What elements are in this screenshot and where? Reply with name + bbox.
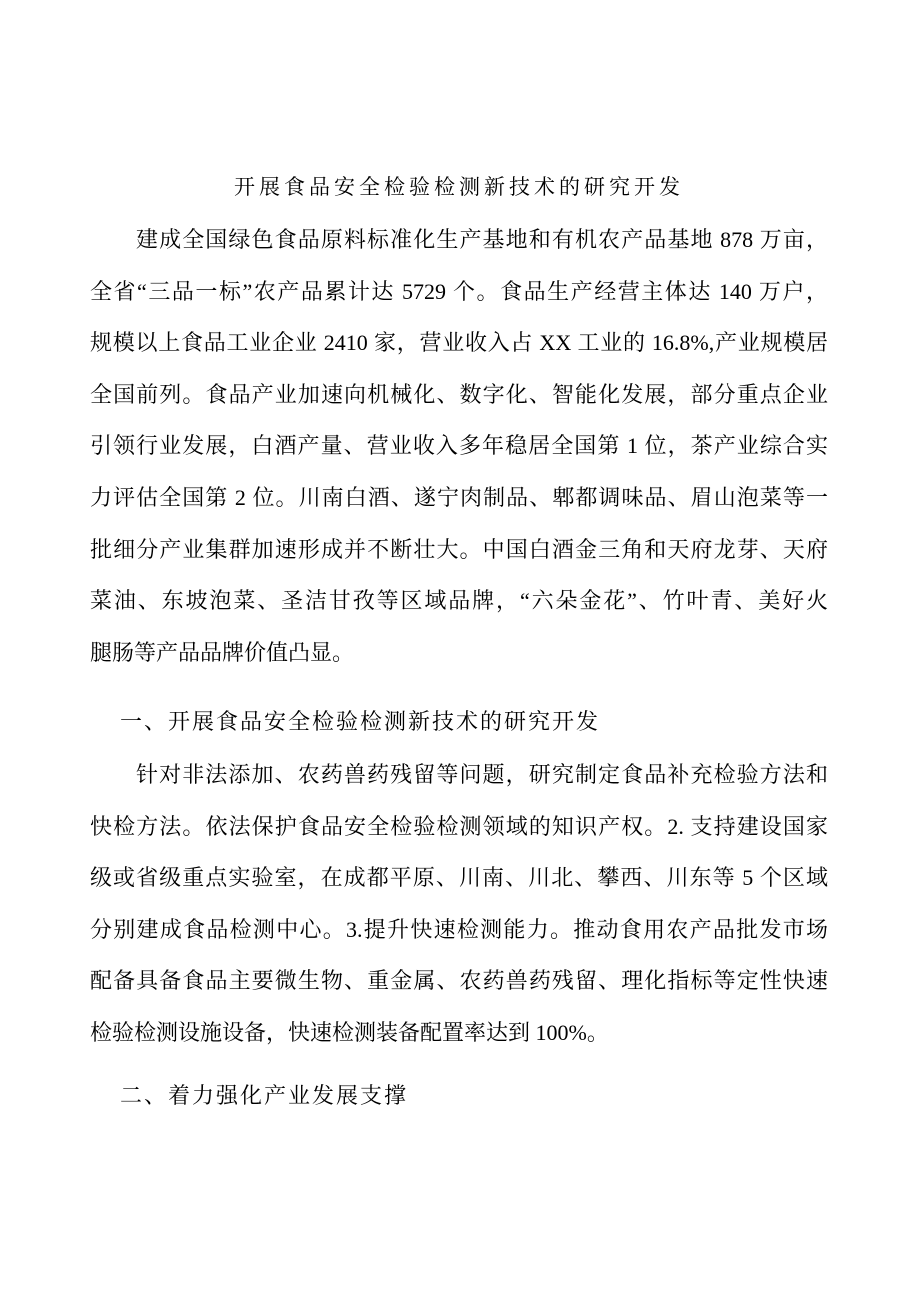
paragraph-line: 规模以上食品工业企业 2410 家，营业收入占 XX 工业的 16.8%,产业规模居 xyxy=(90,330,828,356)
intro-paragraph xyxy=(90,214,828,678)
paragraph-line: 快检方法。依法保护食品安全检验检测领域的知识产权。2. 支持建设国家 xyxy=(90,813,828,839)
paragraph-line: 分别建成食品检测中心。3.提升快速检测能力。推动食用农产品批发市场 xyxy=(90,916,828,942)
paragraph-line: 级或省级重点实验室，在成都平原、川南、川北、攀西、川东等 5 个区域 xyxy=(90,865,828,891)
paragraph-line: 检验检测设施设备，快速检测装备配置率达到 100%。 xyxy=(90,1019,609,1045)
paragraph-line: 全省“三品一标”农产品累计达 5729 个。食品生产经营主体达 140 万户， xyxy=(90,278,828,304)
section-heading-1: 一、开展食品安全检验检测新技术的研究开发 xyxy=(120,709,601,735)
document-title: 开展食品安全检验检测新技术的研究开发 xyxy=(234,175,684,199)
section1-paragraph xyxy=(90,749,828,1059)
paragraph-line: 全国前列。食品产业加速向机械化、数字化、智能化发展，部分重点企业 xyxy=(90,381,828,407)
paragraph-line: 菜油、东坡泡菜、圣洁甘孜等区域品牌，“六朵金花”、竹叶青、美好火 xyxy=(90,588,828,614)
paragraph-line: 力评估全国第 2 位。川南白酒、遂宁肉制品、郫都调味品、眉山泡菜等一 xyxy=(90,484,828,510)
paragraph-line: 批细分产业集群加速形成并不断壮大。中国白酒金三角和天府龙芽、天府 xyxy=(90,536,828,562)
paragraph-line: 引领行业发展，白酒产量、营业收入多年稳居全国第 1 位，茶产业综合实 xyxy=(90,433,828,459)
paragraph-line: 建成全国绿色食品原料标准化生产基地和有机农产品基地 878 万亩， xyxy=(136,227,828,252)
paragraph-line: 腿肠等产品品牌价值凸显。 xyxy=(90,639,355,665)
section-heading-2: 二、着力强化产业发展支撑 xyxy=(120,1082,409,1108)
document-page xyxy=(90,160,828,1121)
paragraph-line: 配备具备食品主要微生物、重金属、农药兽药残留、理化指标等定性快速 xyxy=(90,968,828,994)
paragraph-line: 针对非法添加、农药兽药残留等问题，研究制定食品补充检验方法和 xyxy=(136,761,828,787)
